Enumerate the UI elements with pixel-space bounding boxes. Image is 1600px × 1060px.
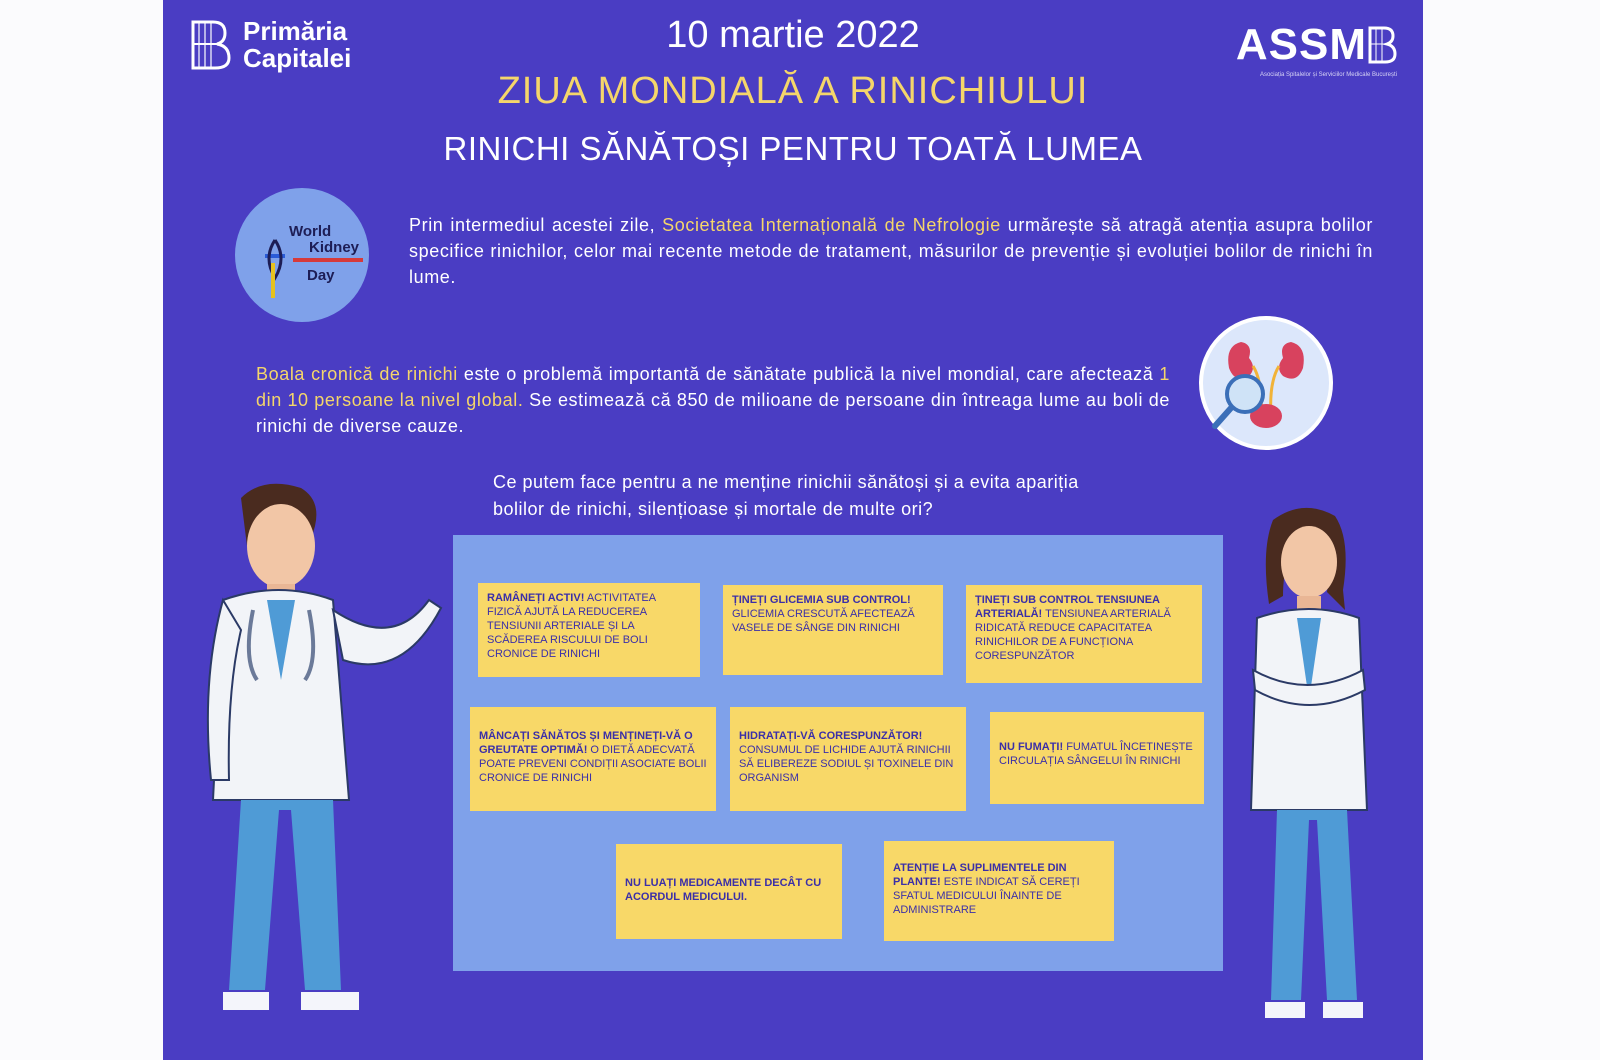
logo-line-1: Primăria xyxy=(243,16,348,46)
logo-line-2: Capitalei xyxy=(243,43,352,73)
tip-text: CONSUMUL DE LICHIDE AJUTĂ RINICHII SĂ ELIBEREZE SODIUL ȘI TOXINELE DIN ORGANISM xyxy=(739,744,954,784)
assmb-subtitle: Asociația Spitalelor și Serviciilor Medicale București xyxy=(1259,72,1397,78)
intro-text-2: urmărește să atragă atenția asupra bolilor specifice rinichilor, celor mai recente metode de tratament, măsurilor de prevenție și evoluției bolilor de rinichi în lume. xyxy=(409,215,1373,287)
intro-paragraph xyxy=(409,212,1373,290)
kidney-illustration xyxy=(1199,316,1333,450)
tips-board xyxy=(453,535,1223,971)
page-subtitle: RINICHI SĂNĂTOȘI PENTRU TOATĂ LUMEA xyxy=(443,130,1143,167)
tip-card-glucose xyxy=(723,585,943,675)
badge-line-3: Day xyxy=(307,267,335,284)
disease-paragraph xyxy=(256,361,1170,439)
prevention-question: Ce putem face pentru a ne menține rinichii sănătoși și a evita apariția bolilor de rinichi, silențioase și mortale de multe ori? xyxy=(493,472,1079,519)
tip-title: NU LUAȚI MEDICAMENTE DECÂT CU ACORDUL MEDICULUI. xyxy=(625,877,822,903)
tip-title: ȚINEȚI GLICEMIA SUB CONTROL! xyxy=(732,594,911,606)
badge-line-1: World xyxy=(289,223,332,240)
tip-title: ATENȚIE LA SUPLIMENTELE DIN PLANTE! xyxy=(893,862,1067,888)
world-kidney-day-badge xyxy=(235,188,369,322)
tip-title: NU FUMAȚI! xyxy=(999,741,1064,753)
badge-line-2: Kidney xyxy=(309,239,360,256)
tip-text: ESTE INDICAT SĂ CEREȚI SFATUL MEDICULUI ÎNAINTE DE ADMINISTRARE xyxy=(893,876,1080,916)
tip-title: RAMÂNEȚI ACTIV! xyxy=(487,592,585,604)
tip-text: O DIETĂ ADECVATĂ POATE PREVENI CONDIȚII ASOCIATE BOLII CRONICE DE RINICHI xyxy=(479,744,707,784)
intro-text-1: Prin intermediul acestei zile, xyxy=(409,215,663,235)
disease-text-1: este o problemă importantă de sănătate publică la nivel mondial, care afectează xyxy=(457,364,1160,384)
event-date: 10 martie 2022 xyxy=(666,14,920,56)
kidney-icon xyxy=(1203,320,1329,446)
tip-title: ȚINEȚI SUB CONTROL TENSIUNEA ARTERIALĂ! xyxy=(975,594,1160,620)
tip-text: TENSIUNEA ARTERIALĂ RIDICATĂ REDUCE CAPACITATEA RINICHILOR DE A FUNCȚIONA CORESPUNZĂTOR xyxy=(975,608,1171,662)
tip-card-medication xyxy=(616,844,842,939)
female-doctor-illustration xyxy=(1217,500,1417,1040)
tip-title: MÂNCAȚI SĂNĂTOS ȘI MENȚINEȚI-VĂ O GREUTATE OPTIMĂ! xyxy=(479,730,693,756)
tip-card-supplements xyxy=(884,841,1114,941)
poster xyxy=(163,0,1423,1060)
assmb-letters: ASSM xyxy=(1235,20,1367,69)
tip-card-healthy-diet xyxy=(470,707,716,811)
kidney-ribbon-icon xyxy=(235,188,369,322)
tip-text: FUMATUL ÎNCETINEȘTE CIRCULAȚIA SÂNGELUI ÎN RINICHI xyxy=(999,741,1193,767)
tip-card-no-smoking xyxy=(990,712,1204,804)
tip-title: HIDRATAȚI-VĂ CORESPUNZĂTOR! xyxy=(739,730,923,742)
tip-card-blood-pressure xyxy=(966,585,1202,683)
assmb-logo[interactable] xyxy=(1236,20,1397,78)
assmb-b-icon xyxy=(1367,25,1397,65)
intro-highlight[interactable]: Societatea Internațională de Nefrologie xyxy=(662,215,1001,235)
page-title: ZIUA MONDIALĂ A RINICHIULUI xyxy=(497,70,1089,112)
disease-highlight-2: 1 din 10 persoane la nivel global. xyxy=(256,364,1171,410)
assmb-logo-text xyxy=(1236,20,1397,70)
tip-text: ACTIVITATEA FIZICĂ AJUTĂ LA REDUCEREA TENSIUNII ARTERIALE ȘI LA SCĂDEREA RISCULUI DE BOLI CRONICE DE RINICHI xyxy=(487,592,656,660)
disease-text-2: Se estimează că 850 de milioane de persoane din întreaga lume au boli de rinichi de diverse cauze. xyxy=(256,390,1170,436)
male-doctor-illustration xyxy=(183,480,453,1050)
tip-card-stay-active xyxy=(478,583,700,677)
disease-highlight-1: Boala cronică de rinichi xyxy=(256,364,458,384)
tip-text: GLICEMIA CRESCUTĂ AFECTEAZĂ VASELE DE SÂNGE DIN RINICHI xyxy=(732,608,915,634)
tip-card-hydration xyxy=(730,707,966,811)
